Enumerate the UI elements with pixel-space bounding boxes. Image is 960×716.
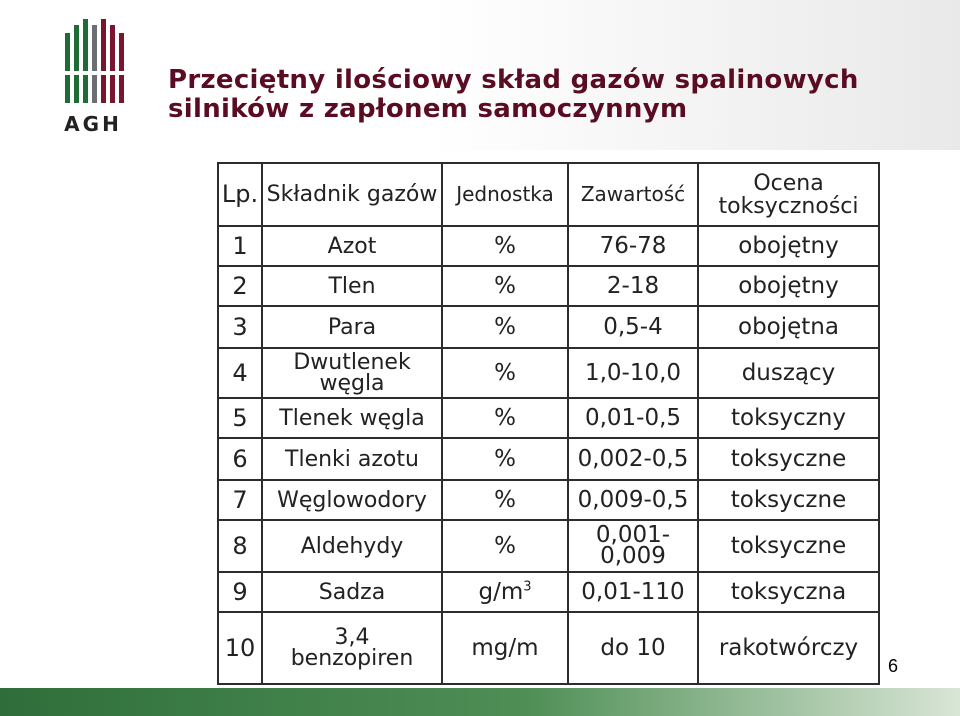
agh-logo-text: AGH [64, 112, 122, 135]
header-component-line-1: Składnik [266, 182, 360, 207]
unit-superscript: 3 [523, 578, 532, 594]
cell-unit [442, 572, 568, 612]
cell-component [262, 266, 442, 306]
content-value: 0,01-110 [581, 578, 685, 605]
cell-content [568, 348, 698, 398]
component-name: Tlenek węgla [279, 405, 425, 431]
header-component [262, 163, 442, 226]
component-name: Węglowodory [277, 487, 427, 513]
cell-toxicity: toksyczne [698, 438, 879, 480]
table-row [218, 266, 879, 306]
footer-band [0, 688, 960, 716]
unit-value: % [494, 486, 516, 513]
header-unit: Jednostka [442, 163, 568, 226]
cell-component [262, 306, 442, 348]
content-value-line-2: 0,009 [600, 543, 666, 569]
cell-lp: 4 [218, 348, 262, 398]
page-number: 6 [887, 656, 898, 676]
cell-toxicity: obojętny [698, 226, 879, 266]
cell-lp: 3 [218, 306, 262, 348]
unit-value: % [494, 532, 516, 559]
component-name-line-2: węgla [319, 371, 385, 396]
component-name: Aldehydy [300, 533, 404, 559]
header-content: Zawartość [568, 163, 698, 226]
cell-content [568, 266, 698, 306]
component-name: Azot [327, 233, 377, 259]
cell-lp: 2 [218, 266, 262, 306]
unit-value: % [494, 232, 516, 259]
cell-toxicity: obojętny [698, 266, 879, 306]
content-value: 2-18 [606, 272, 660, 299]
cell-lp: 9 [218, 572, 262, 612]
table-row [218, 612, 879, 684]
cell-lp: 7 [218, 480, 262, 520]
unit-value: mg/m [471, 634, 539, 661]
content-value-line-1: 0,001- [595, 522, 671, 548]
table-header-row [218, 163, 879, 226]
component-name: Sadza [318, 579, 386, 605]
content-value: 0,01-0,5 [584, 404, 682, 431]
cell-component [262, 226, 442, 266]
cell-component [262, 572, 442, 612]
cell-unit [442, 348, 568, 398]
cell-toxicity: duszący [698, 348, 879, 398]
table-row [218, 348, 879, 398]
slide-title-line-1: Przeciętny ilościowy skład gazów spalinowych [168, 65, 859, 95]
cell-toxicity: toksyczne [698, 480, 879, 520]
component-name: Tlenki azotu [285, 446, 419, 472]
cell-lp: 6 [218, 438, 262, 480]
unit-value: % [494, 445, 516, 472]
cell-unit [442, 398, 568, 438]
cell-component [262, 520, 442, 572]
exhaust-composition-table [217, 162, 880, 685]
table-row [218, 480, 879, 520]
table-row [218, 520, 879, 572]
cell-toxicity: rakotwórczy [698, 612, 879, 684]
header-lp: Lp. [218, 163, 262, 226]
cell-lp: 1 [218, 226, 262, 266]
cell-unit [442, 520, 568, 572]
cell-unit [442, 612, 568, 684]
component-name-line-1: 3,4 [334, 625, 370, 650]
content-value: 0,002-0,5 [577, 445, 689, 472]
content-value: 1,0-10,0 [584, 359, 682, 386]
cell-lp: 8 [218, 520, 262, 572]
cell-toxicity: toksyczna [698, 572, 879, 612]
content-value: 0,009-0,5 [577, 486, 689, 513]
unit-value: g/m [478, 578, 524, 605]
cell-lp: 5 [218, 398, 262, 438]
cell-unit [442, 266, 568, 306]
component-name-line-1: Dwutlenek [293, 350, 411, 375]
unit-value: % [494, 272, 516, 299]
cell-unit [442, 480, 568, 520]
agh-logo-stripes [65, 19, 124, 103]
cell-toxicity: toksyczny [698, 398, 879, 438]
table-body [218, 226, 879, 684]
cell-content [568, 572, 698, 612]
content-value: 76-78 [599, 232, 667, 259]
cell-unit [442, 306, 568, 348]
header-toxicity-line-2: toksyczności [718, 193, 859, 219]
cell-component [262, 438, 442, 480]
cell-toxicity: toksyczne [698, 520, 879, 572]
table-row [218, 226, 879, 266]
unit-value: % [494, 313, 516, 340]
header-toxicity [698, 163, 879, 226]
cell-unit [442, 438, 568, 480]
table-row [218, 398, 879, 438]
cell-toxicity: obojętna [698, 306, 879, 348]
cell-component [262, 612, 442, 684]
slide-title-line-2: silników z zapłonem samoczynnym [168, 94, 688, 124]
content-value: 0,5-4 [603, 313, 663, 340]
cell-content [568, 306, 698, 348]
cell-content [568, 226, 698, 266]
cell-content [568, 480, 698, 520]
unit-value: % [494, 359, 516, 386]
table-row [218, 306, 879, 348]
cell-component [262, 398, 442, 438]
slide-title [168, 66, 859, 124]
header-toxicity-line-1: Ocena [753, 170, 824, 196]
component-name-line-2: benzopiren [290, 646, 414, 671]
cell-component [262, 480, 442, 520]
agh-logo [55, 15, 131, 135]
header-component-line-2: gazów [366, 182, 438, 207]
cell-content [568, 520, 698, 572]
component-name: Tlen [328, 273, 376, 299]
cell-component [262, 348, 442, 398]
cell-lp: 10 [218, 612, 262, 684]
unit-value: % [494, 404, 516, 431]
table-row [218, 438, 879, 480]
cell-unit [442, 226, 568, 266]
cell-content [568, 398, 698, 438]
content-value: do 10 [600, 634, 666, 661]
cell-content [568, 438, 698, 480]
table-row [218, 572, 879, 612]
cell-content [568, 612, 698, 684]
component-name: Para [327, 314, 377, 340]
